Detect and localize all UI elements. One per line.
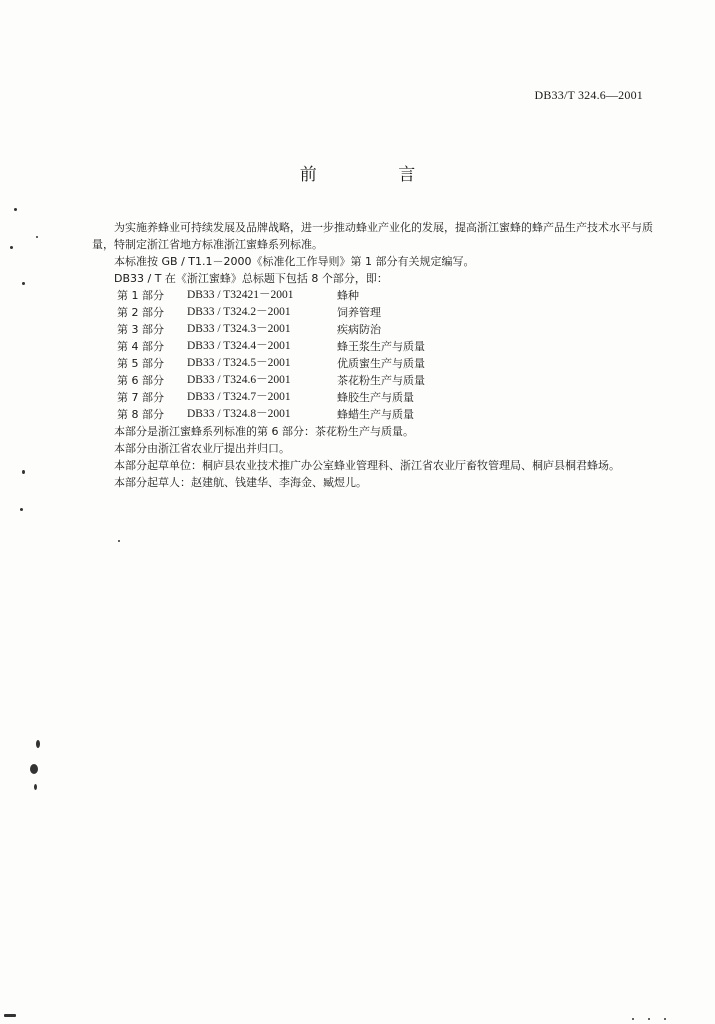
part-number: 第 5 部分 <box>117 357 164 370</box>
list-item <box>92 372 662 389</box>
document-body <box>92 219 662 491</box>
scan-speck <box>10 246 13 249</box>
part-name: 疾病防治 <box>337 323 381 336</box>
intro-paragraph-3: DB33 / T 在《浙江蜜蜂》总标题下包括 8 个部分，即： <box>114 272 388 285</box>
scan-speck <box>632 1018 634 1020</box>
scan-speck <box>22 282 25 285</box>
page-title: 前 言 <box>299 165 454 185</box>
list-item <box>92 304 662 321</box>
scan-speck <box>22 470 25 474</box>
part-name: 优质蜜生产与质量 <box>337 357 425 370</box>
part-number: 第 3 部分 <box>117 323 164 336</box>
scan-speck <box>14 208 17 211</box>
part-name: 蜂胶生产与质量 <box>337 391 414 404</box>
list-item <box>92 355 662 372</box>
scan-speck <box>30 764 38 774</box>
part-number: 第 8 部分 <box>117 408 164 421</box>
part-code: DB33 / T324.8－2001 <box>187 408 291 420</box>
part-number: 第 6 部分 <box>117 374 164 387</box>
part-number: 第 2 部分 <box>117 306 164 319</box>
part-number: 第 1 部分 <box>117 289 164 302</box>
intro-paragraph-1: 为实施养蜂业可持续发展及品牌战略，进一步推动蜂业产业化的发展，提高浙江蜜蜂的蜂产品生产技术水平与质量，特制定浙江省地方标准浙江蜜蜂系列标准。 <box>92 221 653 251</box>
parts-list <box>92 287 662 423</box>
intro-paragraph-2: 本标准按 GB / T1.1－2000《标准化工作导则》第 1 部分有关规定编写。 <box>114 255 475 268</box>
part-code: DB33 / T324.4－2001 <box>187 340 291 352</box>
part-code: DB33 / T32421－2001 <box>187 289 294 301</box>
part-code: DB33 / T324.5－2001 <box>187 357 291 369</box>
part-name: 蜂种 <box>337 289 359 302</box>
list-item <box>92 321 662 338</box>
scan-speck <box>4 1014 16 1017</box>
list-item <box>92 406 662 423</box>
closing-paragraph-4: 本部分起草人：赵建航、钱建华、李海金、臧煜儿。 <box>114 476 367 489</box>
closing-paragraph-1: 本部分是浙江蜜蜂系列标准的第 6 部分：茶花粉生产与质量。 <box>114 425 414 438</box>
part-code: DB33 / T324.2－2001 <box>187 306 291 318</box>
part-name: 蜂王浆生产与质量 <box>337 340 425 353</box>
part-code: DB33 / T324.6－2001 <box>187 374 291 386</box>
part-number: 第 4 部分 <box>117 340 164 353</box>
list-item <box>92 287 662 304</box>
list-item <box>92 338 662 355</box>
closing-paragraph-3: 本部分起草单位：桐庐县农业技术推广办公室蜂业管理科、浙江省农业厅畜牧管理局、桐庐县桐君蜂场。 <box>114 459 620 472</box>
scan-speck <box>118 540 120 542</box>
document-code: DB33/T 324.6—2001 <box>534 88 643 102</box>
scan-speck <box>664 1018 666 1020</box>
part-code: DB33 / T324.7－2001 <box>187 391 291 403</box>
part-name: 茶花粉生产与质量 <box>337 374 425 387</box>
part-code: DB33 / T324.3－2001 <box>187 323 291 335</box>
part-name: 饲养管理 <box>337 306 381 319</box>
scan-speck <box>36 740 40 748</box>
scan-speck <box>648 1018 650 1020</box>
list-item <box>92 389 662 406</box>
part-name: 蜂蜡生产与质量 <box>337 408 414 421</box>
closing-paragraph-2: 本部分由浙江省农业厅提出并归口。 <box>114 442 290 455</box>
scan-speck <box>20 508 23 511</box>
part-number: 第 7 部分 <box>117 391 164 404</box>
scan-speck <box>34 784 37 790</box>
scan-speck <box>36 236 38 238</box>
